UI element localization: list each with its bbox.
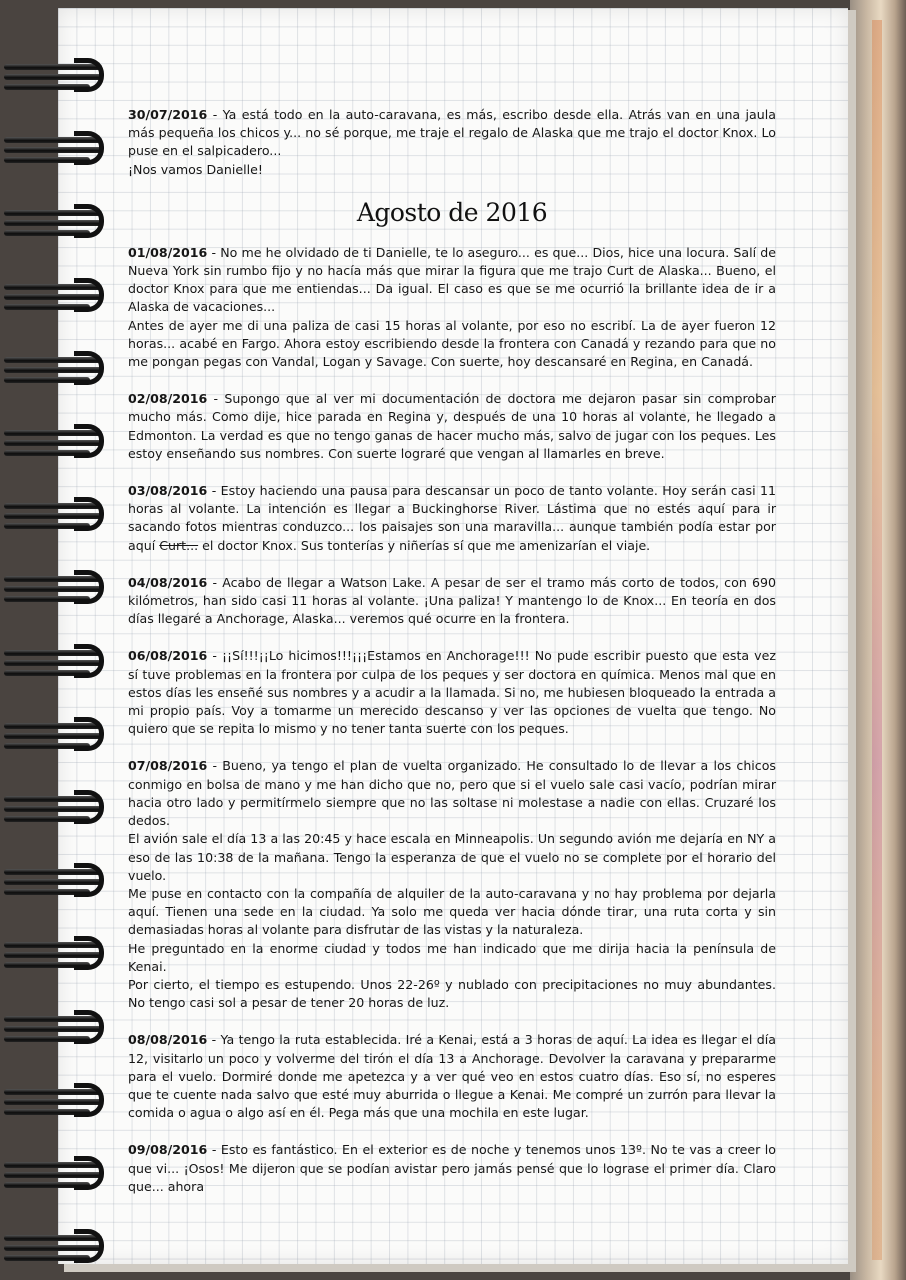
entry-dash: - — [207, 758, 223, 774]
spiral-ring — [4, 351, 104, 385]
ring-loop — [74, 1229, 104, 1263]
ring-loop — [74, 1156, 104, 1190]
entry-dash: - — [207, 391, 225, 407]
spiral-ring — [4, 863, 104, 897]
entry-paragraph: El avión sale el día 13 a las 20:45 y hace escala en Minneapolis. Un segundo avión me dejaría en NY a eso de las 10:38 de la mañana. Tengo la esperanza de que el vuelo no se complete por el horario del vuelo. — [128, 831, 776, 883]
entry-date: 30/07/2016 — [128, 107, 208, 122]
entry-text: Ya tengo la ruta establecida. Iré a Kenai, está a 3 horas de aquí. La idea es llegar el día 12, visitarlo un poco y volverme del tirón el día 13 a Anchorage. Devolver la caravana y prepararme para el vuelo. Dormiré donde me apetezca y a ver qué veo en estos cuatro días. Eso sí, no esperes que te cuente nada salvo que esté muy aburrida o llegue a Kenai. Me compré un zurrón para llevar la comida o agua o algo así en él. Pega más que una mochila en este lugar. — [128, 1032, 776, 1121]
spiral-ring — [4, 1156, 104, 1190]
entry-dash: - — [207, 1032, 221, 1048]
entry-text: Supongo que al ver mi documentación de doctora me dejaron pasar sin comprobar mucho más. Como dije, hice parada en Regina y, después de una 10 horas al volante, he llegado a Edmonton. La verdad es que no tengo ganas de hacer mucho más, salvo de jugar con los peques. Les estoy enseñando sus nombres. Con suerte lograré que vengan al llamarles en breve. — [128, 391, 776, 461]
ring-loop — [74, 497, 104, 531]
ring-loop — [74, 717, 104, 751]
entry-dash: - — [207, 574, 223, 590]
spiral-ring — [4, 1010, 104, 1044]
entry-paragraph — [128, 244, 776, 317]
entry-text: Bueno, ya tengo el plan de vuelta organizado. He consultado lo de llevar a los chicos conmigo en bolsa de mano y me han dicho que no, pero que si el vuelo sale casi vacío, podrían mirar hacia otro lado y permitírmelo siempre que no las soltase ni molestase a nadie con ellas. Cruzaré los dedos. — [128, 758, 776, 829]
entry-date: 03/08/2016 — [128, 483, 208, 499]
journal-entry — [128, 1141, 776, 1196]
entry-date: 01/08/2016 — [128, 244, 208, 260]
spiral-ring — [4, 570, 104, 604]
entry-paragraph: He preguntado en la enorme ciudad y todos me han indicado que me dirija hacia la península de Kenai. — [128, 940, 776, 974]
spiral-binding — [0, 0, 110, 1280]
spiral-ring — [4, 717, 104, 751]
journal-content — [128, 106, 776, 1215]
ring-loop — [74, 1010, 104, 1044]
entry-dash: - — [207, 648, 222, 664]
ring-loop — [74, 936, 104, 970]
month-heading: Agosto de 2016 — [356, 197, 548, 227]
entry-paragraph — [128, 482, 776, 555]
ring-loop — [74, 570, 104, 604]
journal-entry — [128, 244, 776, 371]
entry-text: Ya está todo en la auto-caravana, es más, escribo desde ella. Atrás van en una jaula más pequeña los chicos y... no sé porque, me traje el regalo de Alaska que me trajo el doctor Knox. Lo puse en el salpicadero... — [128, 107, 776, 159]
ring-loop — [74, 131, 104, 165]
ring-loop — [74, 204, 104, 238]
entry-text: el doctor Knox. Sus tonterías y niñerías sí que me amenizarían el viaje. — [202, 537, 651, 553]
spiral-ring — [4, 58, 104, 92]
entry-paragraph: Antes de ayer me di una paliza de casi 15 horas al volante, por eso no escribí. La de ayer fueron 12 horas... acabé en Fargo. Ahora estoy escribiendo desde la frontera con Canadá y rezando para que no me pongan pegas con Vandal, Logan y Savage. Con suerte, hoy descansaré en Regina, en Canadá. — [128, 317, 776, 370]
spiral-ring — [4, 1083, 104, 1117]
spiral-ring — [4, 497, 104, 531]
entry-paragraph — [128, 1141, 776, 1196]
entry-text: ¡¡Sí!!!¡¡Lo hicimos!!!¡¡¡Estamos en Anchorage!!! No pude escribir puesto que esta vez sí tuve problemas en la frontera por culpa de los peques y ser doctora en química. Menos mal que en estos días les enseñé sus nombres y a acudir a la llamada. Si no, me hubiesen bloqueado la entrada a mi propio país. Voy a tomarme un merecido descanso y ver las opciones de vuelta que tengo. No quiero que se repita lo mismo y no tener tanta suerte con los peques. — [128, 648, 776, 737]
spiral-ring — [4, 644, 104, 678]
spiral-ring — [4, 936, 104, 970]
spiral-ring — [4, 790, 104, 824]
ring-loop — [74, 58, 104, 92]
ring-loop — [74, 644, 104, 678]
entry-dash: - — [207, 1142, 221, 1158]
entry-paragraph: ¡Nos vamos Danielle! — [128, 161, 263, 177]
entry-paragraph: Por cierto, el tiempo es estupendo. Unos 22-26º y nublado con precipitaciones no muy abundantes. No tengo casi sol a pesar de tener 20 horas de luz. — [128, 976, 776, 1011]
entry-dash: - — [207, 107, 223, 122]
entry-date: 09/08/2016 — [128, 1142, 208, 1158]
spiral-ring — [4, 1229, 104, 1263]
journal-entry-intro — [128, 106, 776, 179]
ring-loop — [74, 278, 104, 312]
spiral-ring — [4, 278, 104, 312]
entry-paragraph — [128, 106, 776, 161]
entry-date: 08/08/2016 — [128, 1032, 208, 1048]
spiral-ring — [4, 131, 104, 165]
entry-dash: - — [207, 483, 221, 499]
entry-text: Estoy haciendo una pausa para descansar un poco de tanto volante. Hoy serán casi 11 horas al volante. La intención es llegar a Buckinghorse River. Lástima que no estés aquí para ir sacando fotos mientras conduzco... los paisajes son una maravilla... aunque también podía estar por aquí — [128, 483, 776, 553]
journal-entry — [128, 390, 776, 463]
entry-paragraph — [128, 390, 776, 463]
entry-paragraph — [128, 647, 776, 738]
ring-loop — [74, 790, 104, 824]
journal-entry — [128, 574, 776, 629]
journal-entry — [128, 647, 776, 738]
entry-date: 04/08/2016 — [128, 574, 208, 590]
entry-paragraph — [128, 574, 776, 629]
entry-date: 02/08/2016 — [128, 391, 208, 407]
ring-loop — [74, 1083, 104, 1117]
entry-text: Acabo de llegar a Watson Lake. A pesar de ser el tramo más corto de todos, con 690 kilómetros, han sido casi 11 horas al volante. ¡Una paliza! Y mantengo lo de Knox... En teoría en dos días llegaré a Anchorage, Alaska... veremos qué ocurre en la frontera. — [128, 574, 776, 627]
entry-paragraph — [128, 757, 776, 830]
background-colored-stripe — [872, 20, 882, 1260]
spiral-ring — [4, 204, 104, 238]
ring-loop — [74, 351, 104, 385]
entry-text: Esto es fantástico. En el exterior es de noche y tenemos unos 13º. No te vas a creer lo que vi... ¡Osos! Me dijeron que se podían avistar pero jamás pensé que lo lograse el primer día. Claro que... ahora — [128, 1142, 776, 1194]
ring-loop — [74, 863, 104, 897]
journal-entry — [128, 757, 776, 1012]
journal-entry — [128, 482, 776, 555]
entry-paragraph: Me puse en contacto con la compañía de alquiler de la auto-caravana y no hay problema por dejarla aquí. Tienen una sede en la ciudad. Ya solo me queda ver hacia dónde tirar, una ruta corta y sin demasiadas horas al volante para disfrutar de las vistas y la naturaleza. — [128, 885, 776, 938]
entry-dash: - — [207, 244, 221, 260]
entry-paragraph — [128, 1031, 776, 1122]
entry-date: 07/08/2016 — [128, 758, 208, 774]
spiral-ring — [4, 424, 104, 458]
ring-loop — [74, 424, 104, 458]
struck-text: Curt... — [159, 537, 199, 553]
entry-text: No me he olvidado de ti Danielle, te lo aseguro... es que... Dios, hice una locura. Salí de Nueva York sin rumbo fijo y no hacía más que mirar la figura que me trajo Curt de Alaska... Bueno, el doctor Knox para que me entiendas... Da igual. El caso es que se me ocurrió la brillante idea de ir a Alaska de vacaciones... — [128, 244, 776, 315]
journal-entry — [128, 1031, 776, 1122]
entry-date: 06/08/2016 — [128, 648, 208, 664]
